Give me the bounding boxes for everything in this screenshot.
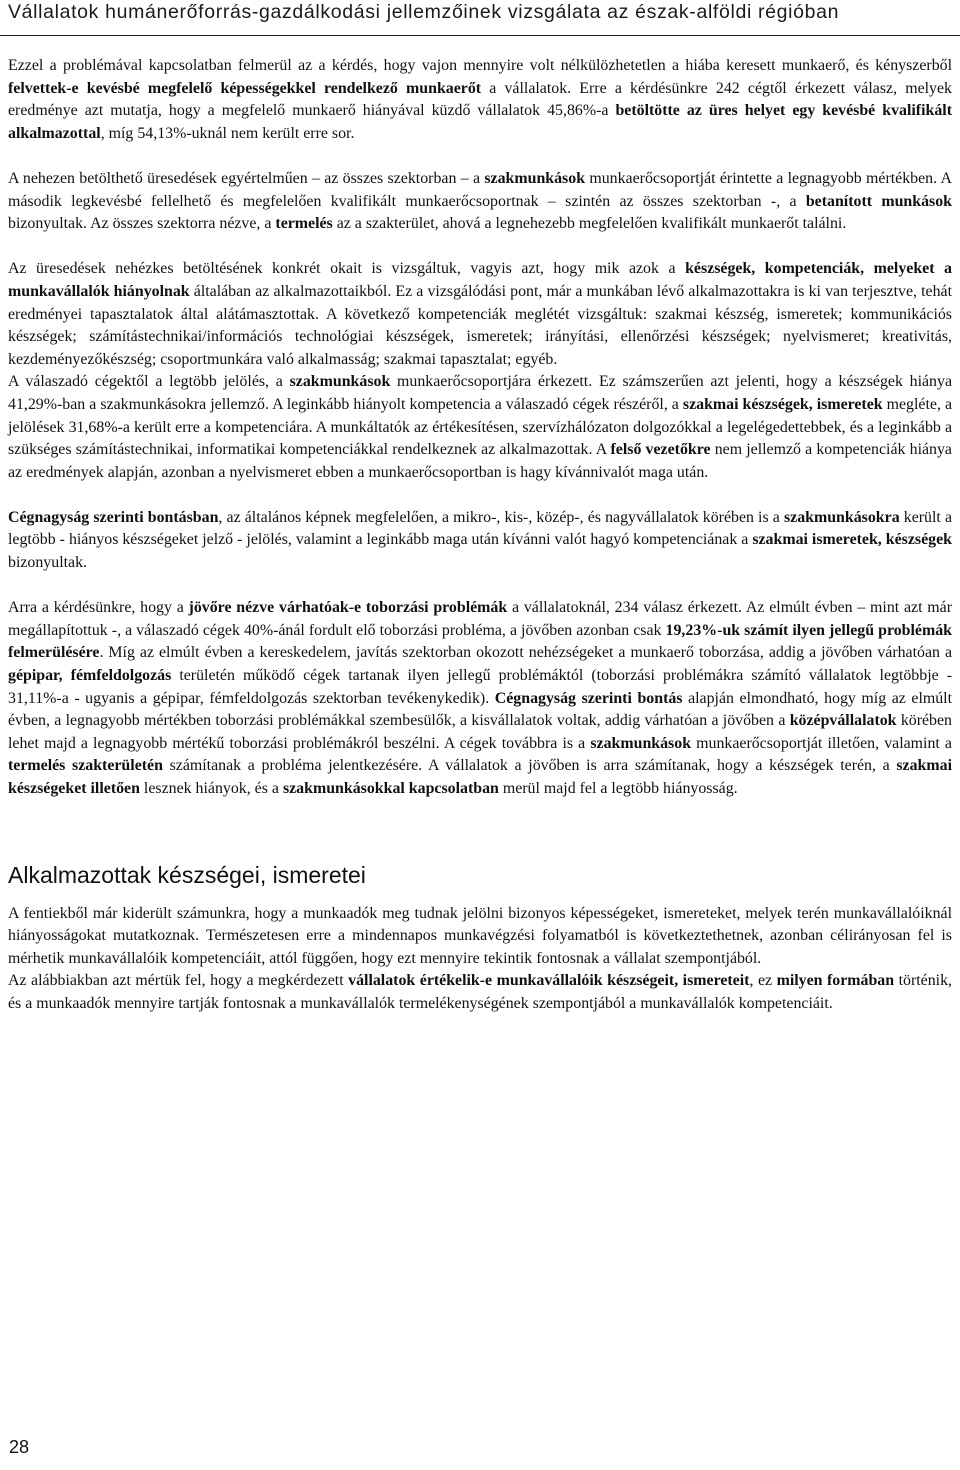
- bold-text: gépipar, fémfeldolgozás: [8, 667, 172, 685]
- bold-text: termelés szakterületén: [8, 757, 163, 775]
- paragraph: [8, 258, 952, 371]
- text-run: Arra a kérdésünkre, hogy a: [8, 599, 189, 617]
- text-run: körében lehet majd a legnagyobb mértékű toborzási problémákról beszélni. A cégek továbbra is a: [8, 712, 953, 752]
- text-run: lesznek hiányok, és a: [139, 780, 283, 797]
- bold-text: termelés: [275, 215, 333, 233]
- text-run: bizonyultak.: [8, 554, 87, 572]
- section-heading: Alkalmazottak készségei, ismeretei: [8, 861, 366, 888]
- bold-text: betöltötte az üres helyet egy kevésbé kvalifikált alkalmazottal: [8, 102, 952, 142]
- paragraph: [8, 507, 952, 575]
- section-paragraphs: [8, 903, 952, 1016]
- bold-text: jövőre nézve várhatóak-e toborzási problémák: [188, 599, 508, 617]
- text-run: Ezzel a problémával kapcsolatban felmerül az a kérdés, hogy vajon mennyire volt nélkülözhetetlen a hiába keresett munkaerő, és kényszerből: [8, 57, 952, 74]
- bold-text: Cégnagyság szerinti bontás: [494, 689, 683, 707]
- paragraph: [8, 371, 952, 484]
- text-run: merül majd fel a legtöbb hiányosság.: [498, 780, 738, 797]
- text-run: , ez: [749, 972, 777, 990]
- body-paragraphs: [8, 55, 952, 801]
- bold-text: szakmunkások: [484, 169, 586, 187]
- page-body: [8, 55, 952, 1016]
- text-run: munkaerőcsoportjára érkezett. Ez számszerűen azt jelenti, hogy a készségek hiánya 41,29%-ban a szakmunkásokra jellemző. A leginkább hiányolt kompetencia a válaszadó cégek részéről, a: [8, 373, 953, 413]
- text-run: munkaerőcsoportját érintette a legnagyobb mértékben. A második legkevésbé fellelhető és megfelelően kvalifikált munkaerőcsoportnak – szintén az összes szektorban -, a: [8, 169, 953, 210]
- bold-text: vállalatok értékelik-e munkavállalóik készségeit, ismereteit: [348, 972, 750, 990]
- text-run: , míg 54,13%-uknál nem került erre sor.: [100, 124, 355, 142]
- paragraph: [8, 597, 952, 800]
- bold-text: szakmai ismeretek, készségek: [752, 531, 952, 549]
- bold-text: milyen formában: [776, 972, 895, 990]
- bold-text: felső vezetőkre: [610, 441, 711, 459]
- text-run: munkaerőcsoportját illetően, valamint a: [691, 734, 952, 752]
- text-run: történik, és a munkaadók mennyire tartják fontosnak a munkavállalók termelékenységének szempontjából a munkavállalók kompetenciáit.: [8, 972, 953, 1012]
- text-run: a vállalatok. Erre a kérdésünkre 242 cégtől érkezett válasz, melyek eredménye azt mutatja, hogy a megfelelő munkaerő hiányával küzdő vállalatok 45,86%-a: [8, 79, 952, 120]
- text-run: megléte, a jelölések 31,68%-a került erre a kompetenciára. A munkáltatók az értékesítésen, szervízhálózaton dolgozókkal a legelégedettebbek, és a leginkább a szükséges számítástechnikai, informatikai kompetenciákkal rendelkeznek az alkalmazottak. A: [8, 395, 952, 459]
- paragraph: [8, 168, 952, 236]
- bold-text: szakmunkásokkal kapcsolatban: [282, 780, 499, 797]
- bold-text: szakmunkásokra: [783, 508, 900, 526]
- text-run: . Míg az elmúlt évben a kereskedelem, javítás szektorban okozott nehézségeket a munkaerő toborzása, addig a jövőben várhatóan a: [99, 644, 952, 662]
- text-run: számítanak a probléma jelentkezésére. A vállalatok a jövőben is arra számítanak, hogy a készségek terén, a: [162, 757, 897, 775]
- text-run: általában az alkalmazottaikból. Ez a vizsgálódási pont, már a munkában lévő alkalmazottakra is ki van terjesztve, tehát eredményei tapasztalatok által alátámasztottak. A következő kompetenciák meglétét vizsgáltuk: szakmai készség, ismeretek; kommunikációs készségek; számítástechnikai/információs technológiai készségek, ismeretek; irányítási, ellenőrzési készségek; nyelvismeret; kreativitás, kezdeményezőkészség; csoportmunkára való alkalmasság; szakmai tapasztalat; egyéb.: [8, 282, 952, 368]
- running-title: Vállalatok humánerőforrás-gazdálkodási jellemzőinek vizsgálata az észak-alföldi régióban: [8, 1, 840, 23]
- text-run: került a legtöbb - hiányos készségeket jelző - jelölés, valamint a leginkább maga után kívánni valót hagyó kompetenciának a: [8, 508, 952, 549]
- text-run: , az általános képnek megfelelően, a mikro-, kis-, közép-, és nagyvállalatok körében is a: [218, 508, 784, 526]
- text-run: Az üresedések nehézkes betöltésének konkrét okait is vizsgáltuk, vagyis azt, hogy mik azok a: [8, 260, 686, 278]
- text-run: az a szakterület, ahová a legnehezebb megfelelően kvalifikált munkaerőt találni.: [332, 215, 847, 233]
- bold-text: középvállalatok: [789, 712, 897, 730]
- text-run: A fentiekből már kiderült számunkra, hogy a munkaadók meg tudnak jelölni bizonyos képességeket, ismereteket, melyek terén munkavállalóiknál hiányosságokat mutatkoznak. Természetesen erre a mindennapos munkavégzési folyamatból is következtethetnek, azonban célirányosan fel is mérhetik munkavállalóik kompetenciáit, attól függően, hogy ezt mennyire tekintik fontosnak a vállalat szempontjából.: [8, 904, 952, 967]
- bold-text: szakmunkások: [289, 373, 391, 391]
- bold-text: készségek, kompetenciák, melyeket a munkavállalók hiányolnak: [8, 260, 952, 300]
- running-header: [0, 0, 960, 36]
- paragraph: [8, 903, 952, 971]
- bold-text: Cégnagyság szerinti bontásban: [8, 508, 219, 526]
- bold-text: szakmai készségeket illetően: [8, 757, 952, 797]
- bold-text: szakmunkások: [590, 734, 692, 752]
- text-run: bizonyultak. Az összes szektorra nézve, a: [8, 215, 276, 233]
- text-run: nem jellemző a kompetenciák hiánya az eredmények alapján, azonban a nyelvismeret ebben a munkaerőcsoportban is hagy kívánnivalót maga után.: [8, 441, 952, 481]
- bold-text: szakmai készségek, ismeretek: [682, 395, 883, 413]
- page-number: 28: [9, 1437, 30, 1457]
- text-run: alapján elmondható, hogy míg az elmúlt évben, a legnagyobb mértékben toborzási problémákkal szembesülők, a kisvállalatok voltak, addig várhatóan a jövőben a: [8, 689, 953, 730]
- bold-text: betanított munkások: [805, 192, 952, 210]
- bold-text: 19,23%-uk számít ilyen jellegű problémák felmerülésére: [8, 621, 952, 662]
- paragraph: [8, 970, 952, 1015]
- text-run: Az alábbiakban azt mértük fel, hogy a megkérdezett: [8, 972, 349, 990]
- text-run: A nehezen betölthető üresedések egyértelműen – az összes szektorban – a: [8, 169, 485, 187]
- text-run: a vállalatoknál, 234 válasz érkezett. Az elmúlt évben – mint azt már megállapítottuk -, a válaszadó cégek 40%-ánál fordult elő toborzási probléma, a jövőben azonban csak: [8, 599, 952, 639]
- text-run: A válaszadó cégektől a legtöbb jelölés, a: [8, 373, 290, 391]
- bold-text: felvettek-e kevésbé megfelelő képességekkel rendelkező munkaerőt: [8, 79, 482, 97]
- text-run: területén működő cégek tartanak ilyen jellegű problémáktól (toborzási problémákra számító vállalatok legtöbbje - 31,11%-a - ugyanis a gépipar, fémfeldolgozás szektorban tevékenykedik).: [8, 667, 953, 707]
- paragraph: [8, 55, 952, 145]
